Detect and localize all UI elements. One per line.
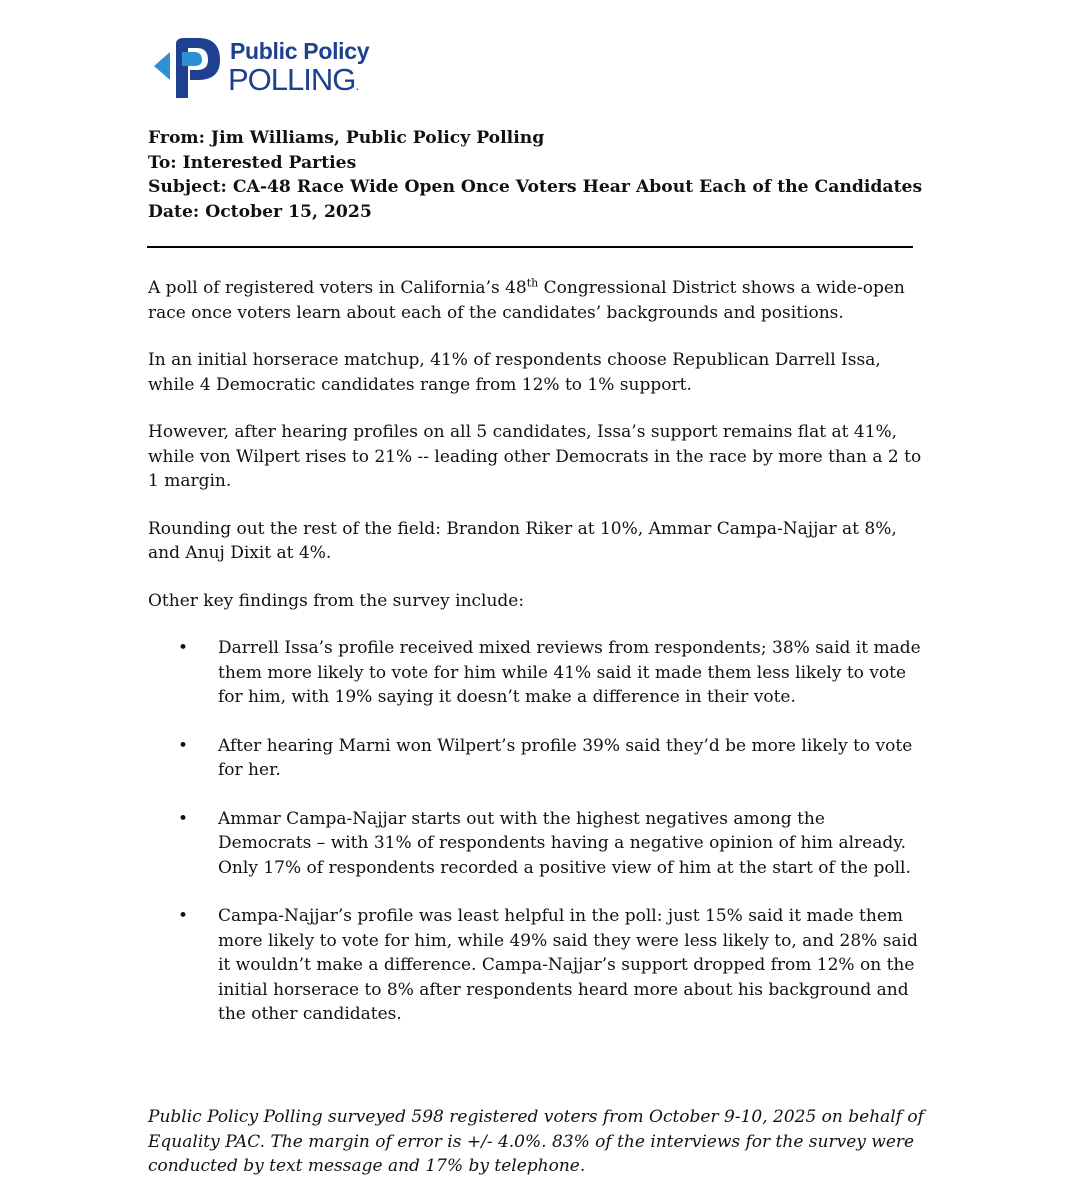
list-item: • After hearing Marni won Wilpert’s profile 39% said they’d be more likely to vote for her.	[178, 735, 913, 780]
bullet-dot: •	[178, 735, 189, 756]
paragraph-profiles: However, after hearing profiles on all 5 candidates, Issa’s support remains flat at 41%, while von Wilpert rises to 21% -- leading other Democrats in the race by more than a 2 to 1 margin.	[148, 422, 922, 491]
logo-mark: .	[355, 77, 359, 93]
paragraph-findings-intro: Other key findings from the survey include:	[148, 590, 525, 611]
logo-line-2: POLLING.	[228, 62, 359, 97]
memo-to: To: Interested Parties	[148, 152, 357, 173]
header-divider	[147, 246, 913, 248]
list-item: • Ammar Campa-Najjar starts out with the highest negatives among the Democrats – with 31% of respondents having a negative opinion of him already. Only 17% of respondents recorded a positive view of him at the start of the poll.	[178, 808, 911, 878]
logo-line-1: Public Policy	[230, 38, 370, 64]
bullet-dot: •	[178, 638, 189, 658]
bullet-dot: •	[178, 906, 189, 926]
bullet-dot: •	[178, 808, 189, 829]
memo-subject: Subject: CA-48 Race Wide Open Once Voters Hear About Each of the Candidates	[148, 177, 923, 197]
ppp-logo-icon	[150, 32, 226, 102]
memo-header	[148, 126, 928, 224]
paragraph-intro: A poll of registered voters in California’s 48th Congressional District shows a wide-open race once voters learn about each of the candidates’ backgrounds and positions.	[148, 276, 905, 323]
ppp-logo	[150, 32, 410, 102]
methodology-note: Public Policy Polling surveyed 598 registered voters from October 9-10, 2025 on behalf of Equality PAC. The margin of error is +/- 4.0%. 83% of the interviews for the survey were conducted by text message and 17% by telephone.	[148, 1107, 924, 1176]
memo-body	[148, 276, 923, 1051]
paragraph-field: Rounding out the rest of the field: Brandon Riker at 10%, Ammar Campa-Najjar at 8%, and Anuj Dixit at 4%.	[148, 518, 897, 563]
paragraph-horserace: In an initial horserace matchup, 41% of respondents choose Republican Darrell Issa, while 4 Democratic candidates range from 12% to 1% support.	[148, 350, 881, 395]
memo-from: From: Jim Williams, Public Policy Polling	[148, 128, 545, 148]
memo-date: Date: October 15, 2025	[148, 201, 372, 222]
findings-list	[148, 636, 923, 1027]
list-item: • Campa-Najjar’s profile was least helpful in the poll: just 15% said it made them more likely to vote for him, while 49% said they were less likely to, and 28% said it wouldn’t make a difference. Campa-Najjar’s support dropped from 12% on the initial horserace to 8% after respondents heard more about his background and the other candidates.	[178, 906, 918, 1024]
ordinal-suffix: th	[526, 276, 539, 290]
list-item: • Darrell Issa’s profile received mixed reviews from respondents; 38% said it made them more likely to vote for him while 41% said it made them less likely to vote for him, with 19% saying it doesn’t make a difference in their vote.	[178, 638, 921, 707]
